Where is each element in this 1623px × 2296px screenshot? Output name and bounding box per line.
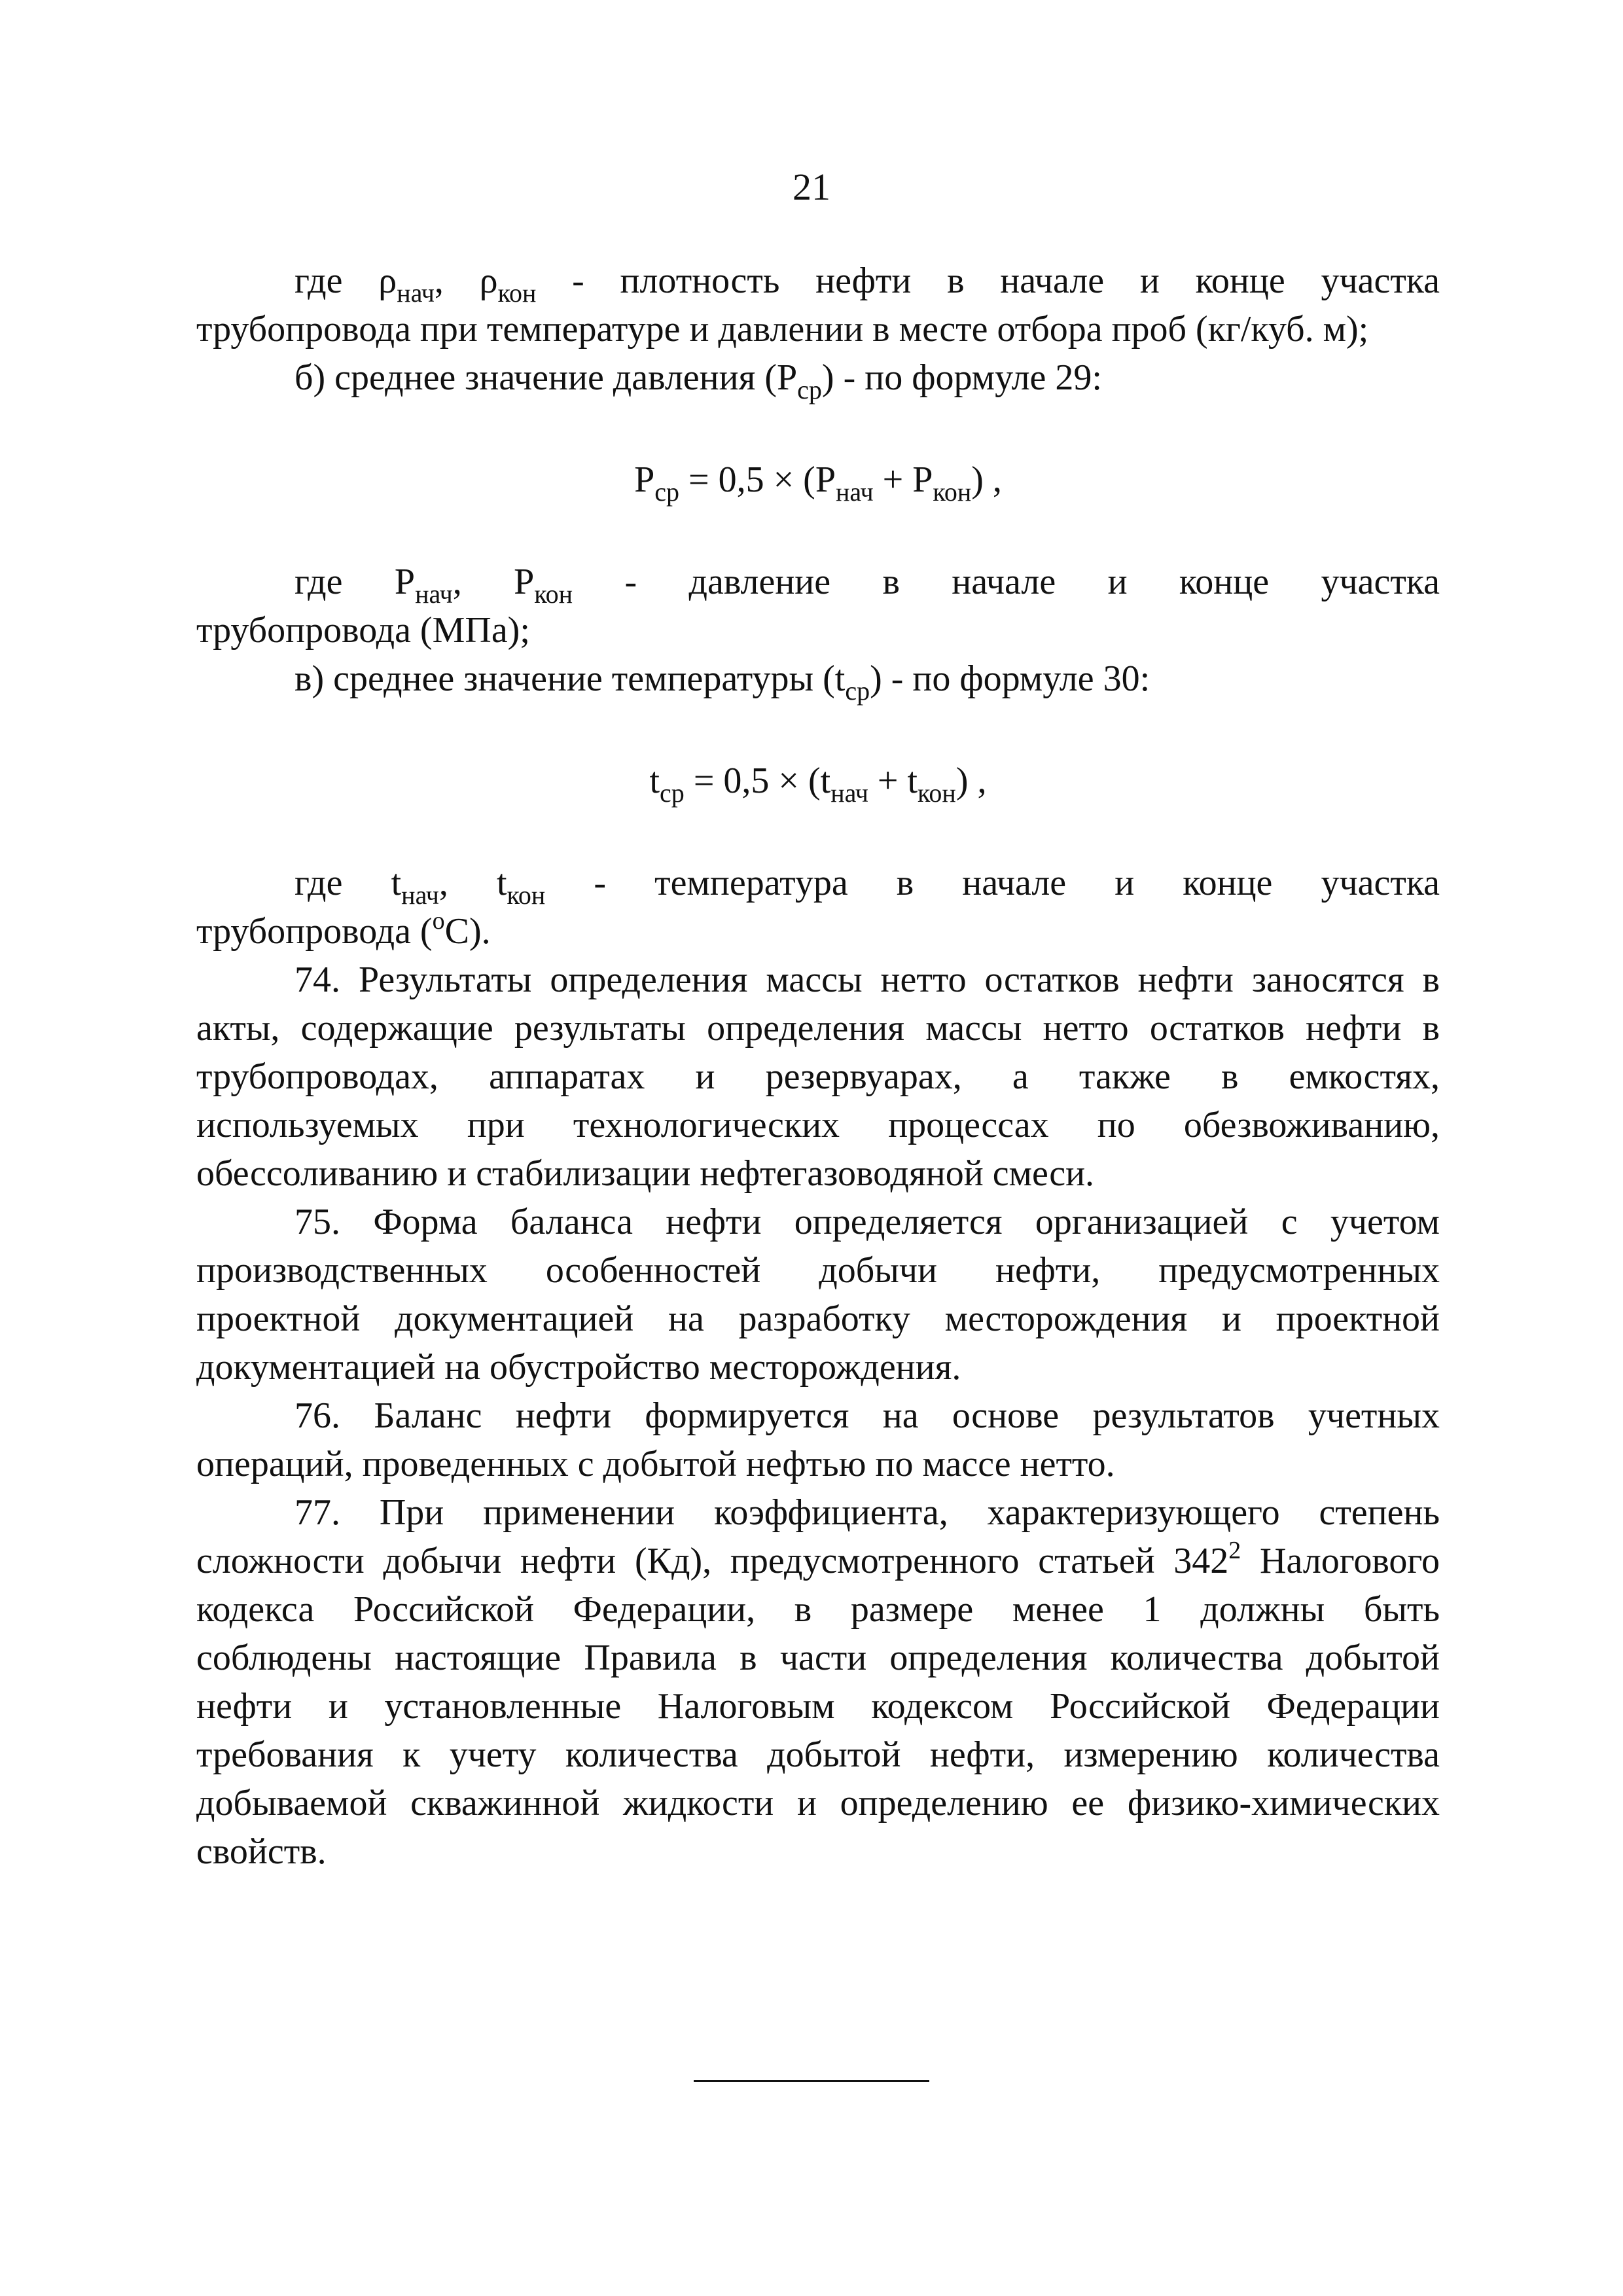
formula-29: $P_{ср} = 0,5 \times (P_{нач} + P_{кон})$ , [634, 459, 1002, 507]
paragraph-74-line: обессоливанию и стабилизации нефтегазоводяной смеси. [196, 1153, 1095, 1194]
paragraph-77-line: 77. При применении коэффициента, характеризующего степень [294, 1492, 1440, 1533]
paragraph-77-line: требования к учету количества добытой нефти, измерению количества [196, 1734, 1440, 1775]
paragraph-74-line: трубопроводах, аппаратах и резервуарах, а также в емкостях, [196, 1056, 1440, 1097]
paragraph-76-line: 76. Баланс нефти формируется на основе результатов учетных [294, 1395, 1440, 1436]
temperature-definition-line [196, 859, 1440, 910]
paragraph-75-line: документацией на обустройство месторождения. [196, 1347, 961, 1388]
paragraph-75-line: производственных особенностей добычи нефти, предусмотренных [196, 1250, 1440, 1291]
paragraph-74-line: акты, содержащие результаты определения массы нетто остатков нефти в [196, 1008, 1440, 1049]
superscript-2: 2 [1228, 1537, 1241, 1564]
degree-symbol: o [432, 907, 445, 935]
temperature-heading-line: в) среднее значение температуры $(t_{ср})$ - по формуле 30: [294, 658, 1150, 706]
end-rule [694, 2080, 929, 2082]
text-fragment: - давление в начале и конце участка [624, 562, 1440, 602]
rho-end-symbol: $\rho_{кон}$ [479, 260, 537, 308]
paragraph-77-line: нефти и установленные Налоговым кодексом Российской Федерации [196, 1686, 1440, 1727]
paragraph-74-line: используемых при технологических процессах по обезвоживанию, [196, 1105, 1440, 1145]
text-line: трубопровода ($^o$С). [196, 907, 491, 952]
t-end-symbol: $t_{кон}$ [496, 863, 546, 910]
pressure-definition-line [196, 558, 1440, 609]
paragraph-77-line: добываемой скважинной жидкости и определению ее физико-химических [196, 1783, 1440, 1823]
text-fragment: где [294, 562, 343, 602]
t-start-symbol: $t_{нач}$, [391, 863, 448, 910]
paragraph-75-line: проектной документацией на разработку месторождения и проектной [196, 1299, 1440, 1339]
pressure-heading-line: б) среднее значение давления $(P_{ср})$ - по формуле 29: [294, 357, 1102, 404]
p-end-symbol: $P_{кон}$ [514, 562, 573, 609]
t-avg-symbol: $t_{ср}$ [834, 658, 870, 706]
text-fragment: - плотность нефти в начале и конце участка [572, 260, 1440, 301]
paragraph-74-line: 74. Результаты определения массы нетто остатков нефти заносятся в [294, 960, 1440, 1000]
paragraph-76-line: операций, проведенных с добытой нефтью по массе нетто. [196, 1444, 1115, 1484]
text-line: трубопровода при температуре и давлении в месте отбора проб (кг/куб. м); [196, 309, 1369, 350]
text-fragment: где [294, 863, 343, 903]
page-number: 21 [793, 166, 830, 208]
paragraph-77-line: соблюдены настоящие Правила в части определения количества добытой [196, 1638, 1440, 1678]
formula-30: $t_{ср} = 0,5 \times (t_{нач} + t_{кон})$ , [649, 761, 987, 808]
p-avg-symbol: $P_{ср}$ [777, 357, 822, 404]
text-fragment: - температура в начале и конце участка [594, 863, 1440, 903]
text-line: трубопровода (МПа); [196, 610, 530, 651]
p-start-symbol: $P_{нач}$, [394, 562, 462, 609]
paragraph-75-line: 75. Форма баланса нефти определяется организацией с учетом [294, 1202, 1440, 1242]
rho-start-symbol: $\rho_{нач}$, [378, 260, 444, 308]
paragraph-77-line: сложности добычи нефти (Кд), предусмотренного статьей $342^2$ Налогового [196, 1537, 1440, 1581]
paragraph-77-line: кодекса Российской Федерации, в размере менее 1 должны быть [196, 1589, 1440, 1630]
text-fragment: где [294, 260, 343, 301]
document-body [196, 257, 1440, 1876]
paragraph-77-line: свойств. [196, 1831, 327, 1872]
density-definition-line [196, 257, 1440, 308]
